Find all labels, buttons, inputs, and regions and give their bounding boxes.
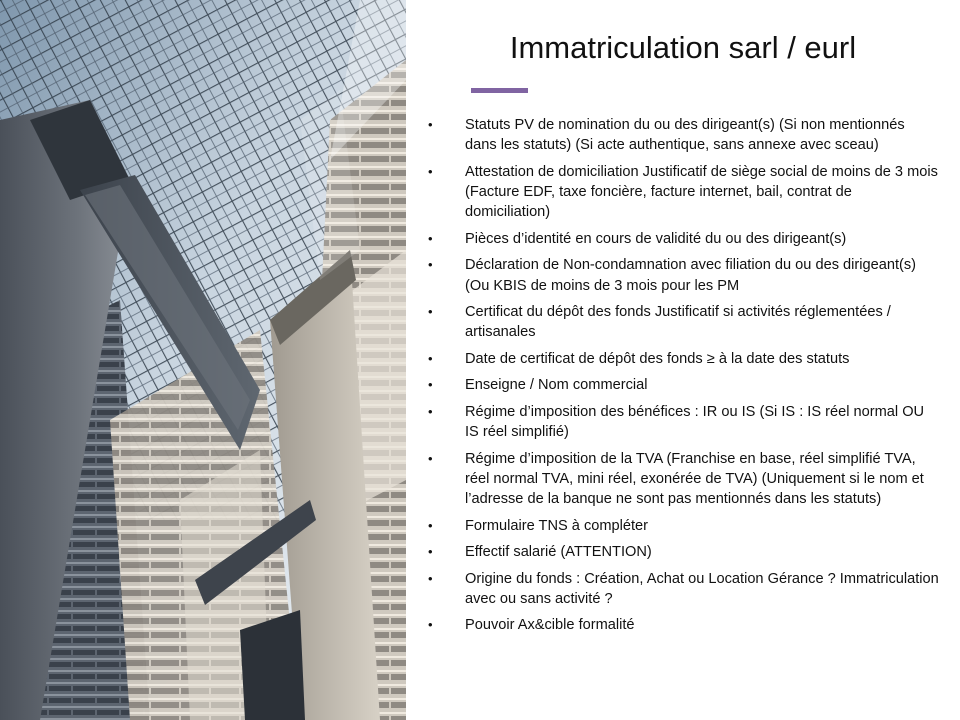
list-item [428, 542, 940, 562]
list-item [428, 375, 940, 395]
list-item-text: Certificat du dépôt des fonds Justificatif si activités réglementées / artisanales [465, 304, 891, 341]
list-item [428, 569, 940, 610]
list-item-text: Enseigne / Nom commercial [465, 377, 648, 394]
list-item [428, 402, 940, 443]
list-item-text: Régime d’imposition de la TVA (Franchise en base, réel simplifié TVA, réel normal TVA, mini réel, exonérée de TVA) (Uniquement si le nom et l’adresse de la banque ne sont pas mentionnés dans les statuts) [465, 450, 924, 508]
list-item [428, 229, 940, 249]
bullet-icon: • [428, 517, 433, 533]
list-item-text: Déclaration de Non-condamnation avec filiation du ou des dirigeant(s) (Ou KBIS de moins de 3 mois pour les PM [465, 257, 917, 294]
list-item [428, 302, 940, 343]
title-accent-bar [471, 88, 528, 93]
list-item-text: Régime d’imposition des bénéfices : IR ou IS (Si IS : IS réel normal OU IS réel simplifié) [465, 403, 925, 441]
list-item [428, 516, 940, 536]
bullet-icon: • [428, 163, 433, 179]
bullet-icon: • [428, 544, 433, 560]
bullet-icon: • [428, 570, 433, 586]
list-item-text: Pouvoir Ax&cible formalité [465, 617, 635, 634]
bullet-icon: • [428, 617, 433, 633]
list-item-text: Origine du fonds : Création, Achat ou Location Gérance ? Immatriculation avec ou sans activité ? [465, 570, 939, 607]
bullet-icon: • [428, 117, 433, 132]
atrium-illustration [0, 0, 406, 720]
list-item-text: Pièces d’identité en cours de validité du ou des dirigeant(s) [465, 230, 847, 247]
list-item [428, 615, 940, 635]
requirements-list [428, 115, 940, 642]
list-item-text: Date de certificat de dépôt des fonds ≥ à la date des statuts [465, 350, 850, 367]
bullet-icon: • [428, 450, 433, 466]
list-item [428, 255, 940, 296]
list-item-text: Statuts PV de nomination du ou des dirigeant(s) (Si non mentionnés dans les statuts) (Si acte authentique, sans annexe avec sceau) [465, 117, 905, 154]
list-item [428, 115, 940, 156]
bullet-icon: • [428, 257, 433, 273]
list-item [428, 449, 940, 510]
bullet-icon: • [428, 377, 433, 393]
list-item [428, 162, 940, 223]
bullet-icon: • [428, 230, 433, 246]
list-item [428, 349, 940, 369]
list-item-text: Formulaire TNS à compléter [465, 517, 649, 534]
list-item-text: Attestation de domiciliation Justificatif de siège social de moins de 3 mois (Facture EDF, taxe foncière, facture internet, bail, contrat de domiciliation) [465, 163, 938, 221]
building-atrium-photo [0, 0, 406, 720]
slide-title: Immatriculation sarl / eurl [509, 30, 857, 65]
bullet-icon: • [428, 403, 433, 419]
list-item-text: Effectif salarié (ATTENTION) [465, 544, 652, 561]
bullet-icon: • [428, 350, 433, 366]
bullet-icon: • [428, 304, 433, 320]
